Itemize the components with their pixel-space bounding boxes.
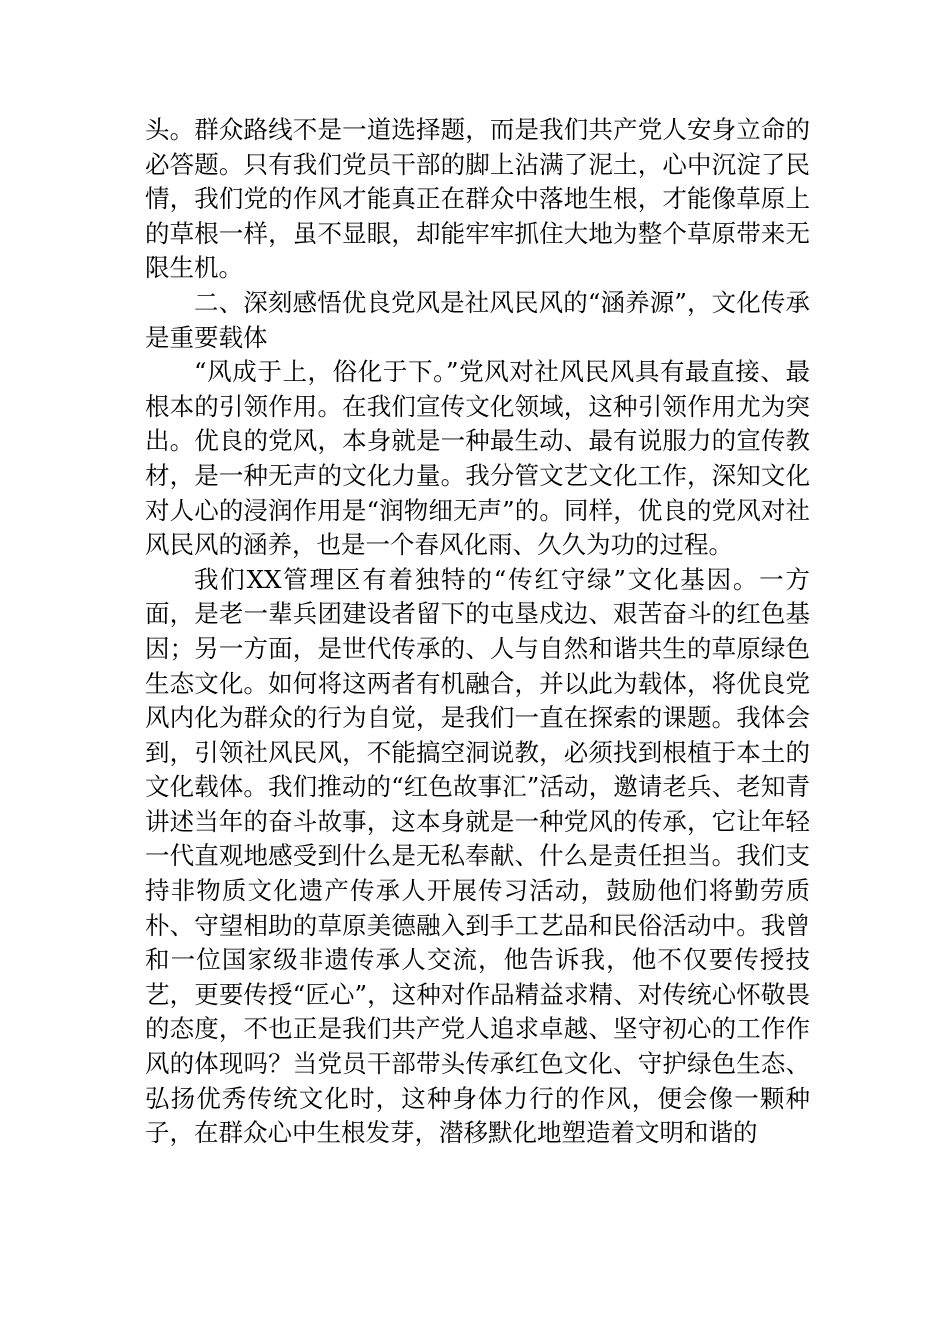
paragraph: “风成于上，俗化于下。”党风对社风民风具有最直接、最根本的引领作用。在我们宣传文化领域，这种引领作用尤为突出。优良的党风，本身就是一种最生动、最有说服力的宣传教材，是一种无声的文化力量。我分管文艺文化工作，深知文化对人心的浸润作用是“润物细无声”的。同样，优良的党风对社风民风的涵养，也是一个春风化雨、久久为功的过程。 [145, 357, 810, 560]
section-heading: 二、深刻感悟优良党风是社风民风的“涵养源”，文化传承是重要载体 [145, 287, 810, 352]
paragraph-continuation: 头。群众路线不是一道选择题，而是我们共产党人安身立命的必答题。只有我们党员干部的脚上沾满了泥土，心中沉淀了民情，我们党的作风才能真正在群众中落地生根，才能像草原上的草根一样，虽不显眼，却能牢牢抓住大地为整个草原带来无限生机。 [145, 115, 810, 283]
paragraph: 我们XX管理区有着独特的“传红守绿”文化基因。一方面，是老一辈兵团建设者留下的屯垦戍边、艰苦奋斗的红色基因；另一方面，是世代传承的、人与自然和谐共生的草原绿色生态文化。如何将这两者有机融合，并以此为载体，将优良党风内化为群众的行为自觉，是我们一直在探索的课题。我体会到，引领社风民风，不能搞空洞说教，必须找到根植于本土的文化载体。我们推动的“红色故事汇”活动，邀请老兵、老知青讲述当年的奋斗故事，这本身就是一种党风的传承，它让年轻一代直观地感受到什么是无私奉献、什么是责任担当。我们支持非物质文化遗产传承人开展传习活动，鼓励他们将勤劳质朴、守望相助的草原美德融入到手工艺品和民俗活动中。我曾和一位国家级非遗传承人交流，他告诉我，他不仅要传授技艺，更要传授“匠心”，这种对作品精益求精、对传统心怀敬畏的态度，不也正是我们共产党人追求卓越、坚守初心的工作作风的体现吗？当党员干部带头传承红色文化、守护绿色生态、弘扬优秀传统文化时，这种身体力行的作风，便会像一颗种子，在群众心中生根发芽，潜移默化地塑造着文明和谐的 [145, 564, 810, 1148]
document-body [145, 113, 810, 1151]
